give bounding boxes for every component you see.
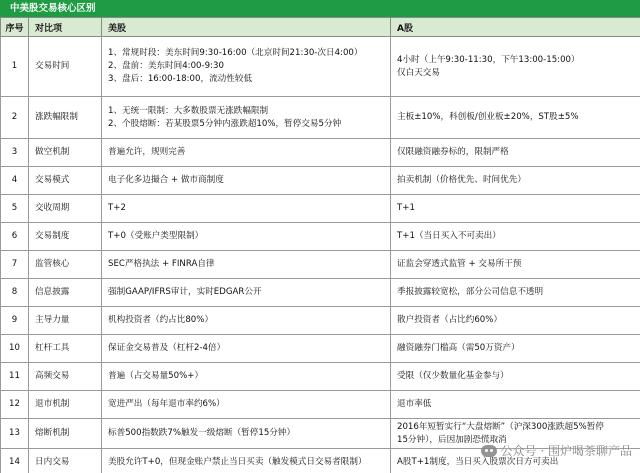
comparison-item: 交易制度 [29, 223, 102, 251]
us-market-cell [102, 307, 391, 335]
table-row [1, 307, 640, 335]
cell-line: 融资融券门槛高（需50万资产） [397, 343, 520, 353]
cell-line: 普遍（占交易量50%+） [108, 371, 204, 381]
row-number: 11 [1, 363, 29, 391]
table-row [1, 223, 640, 251]
row-number: 12 [1, 391, 29, 419]
cell-line: 3、盘后：16:00-18:00，流动性较低 [108, 74, 253, 84]
table-row [1, 363, 640, 391]
row-number: 3 [1, 139, 29, 167]
us-market-cell [102, 37, 391, 97]
row-number: 6 [1, 223, 29, 251]
a-share-cell [391, 391, 640, 419]
table-row [1, 335, 640, 363]
cell-line: A股T+1制度，当日买入股票次日方可卖出 [397, 456, 559, 467]
a-share-cell [391, 37, 640, 97]
comparison-item: 做空机制 [29, 139, 102, 167]
comparison-item: 日内交易 [29, 449, 102, 473]
table-row [1, 139, 640, 167]
row-number: 8 [1, 279, 29, 307]
cell-line: SEC严格执法 + FINRA自律 [108, 259, 215, 269]
us-market-cell [102, 419, 391, 449]
comparison-item: 交易模式 [29, 167, 102, 195]
us-market-cell [102, 391, 391, 419]
cell-line: 15分钟），后因加剧恐慌取消 [397, 434, 507, 445]
cell-line: 主板±10%，科创板/创业板±20%，ST股±5% [397, 112, 579, 122]
a-share-cell [391, 307, 640, 335]
header-a: A股 [391, 18, 640, 37]
comparison-item: 主导力量 [29, 307, 102, 335]
table-row [1, 195, 640, 223]
us-market-cell [102, 195, 391, 223]
cell-line: 退市率低 [397, 399, 432, 409]
cell-line: 2、盘前：美东时间4:00-9:30 [108, 61, 224, 71]
cell-line: 受限（仅少数量化基金参与） [397, 371, 509, 381]
comparison-item: 涨跌幅限制 [29, 97, 102, 139]
a-share-cell [391, 195, 640, 223]
us-market-cell [102, 167, 391, 195]
table-row [1, 97, 640, 139]
row-number: 2 [1, 97, 29, 139]
wechat-icon [481, 445, 497, 457]
cell-line: 季报披露较宽松，部分公司信息不透明 [397, 287, 544, 297]
row-number: 9 [1, 307, 29, 335]
cell-line: 普遍允许，规则完善 [108, 147, 186, 157]
cell-line: 标普500指数跌7%触发一级熔断（暂停15分钟） [108, 428, 296, 438]
a-share-cell [391, 363, 640, 391]
comparison-item: 交易时间 [29, 37, 102, 97]
comparison-table [0, 17, 640, 473]
row-number: 13 [1, 419, 29, 449]
row-number: 14 [1, 449, 29, 473]
cell-line: 4小时（上午9:30-11:30，下午13:00-15:00） [397, 54, 580, 65]
cell-line: 机构投资者（约占比80%） [108, 315, 214, 325]
us-market-cell [102, 279, 391, 307]
cell-line: 强制GAAP/IFRS审计，实时EDGAR公开 [108, 287, 262, 297]
a-share-cell [391, 251, 640, 279]
header-item: 对比项 [29, 18, 102, 37]
cell-line: 仅限融资融券标的，限制严格 [397, 147, 509, 157]
us-market-cell [102, 449, 391, 473]
a-share-cell [391, 167, 640, 195]
comparison-item: 退市机制 [29, 391, 102, 419]
header-us: 美股 [102, 18, 391, 37]
table-row [1, 251, 640, 279]
cell-line: 电子化多边撮合 + 做市商制度 [108, 175, 224, 185]
comparison-item: 监管核心 [29, 251, 102, 279]
us-market-cell [102, 97, 391, 139]
a-share-cell [391, 97, 640, 139]
us-market-cell [102, 223, 391, 251]
header-no: 序号 [1, 18, 29, 37]
table-row [1, 279, 640, 307]
comparison-item: 熔断机制 [29, 419, 102, 449]
row-number: 10 [1, 335, 29, 363]
cell-line: T+2 [108, 203, 126, 213]
cell-line: 1、无统一限制：大多数股票无涨跌幅限制 [108, 105, 269, 116]
a-share-cell [391, 223, 640, 251]
watermark [481, 442, 632, 459]
cell-line: T+0（受账户类型限制） [108, 231, 204, 241]
cell-line: 2016年短暂实行“大盘熔断”（沪深300涨跌超5%暂停 [397, 421, 604, 432]
comparison-item: 高频交易 [29, 363, 102, 391]
us-market-cell [102, 363, 391, 391]
cell-line: 2、个股熔断：若某股票5分钟内涨跌超10%，暂停交易5分钟 [108, 118, 342, 129]
table-row [1, 37, 640, 97]
comparison-item: 信息披露 [29, 279, 102, 307]
watermark-text: 公众号 · 围炉喝茶聊产品 [500, 444, 632, 458]
table-title: 中美股交易核心区别 [0, 0, 640, 17]
a-share-cell [391, 279, 640, 307]
a-share-cell [391, 139, 640, 167]
cell-line: 美股允许T+0，但现金账户禁止当日买卖（触发模式日交易者限制） [108, 456, 367, 467]
cell-line: 宽进严出（每年退市率约6%） [108, 399, 225, 409]
cell-line: 拍卖机制（价格优先、时间优先） [397, 175, 526, 185]
cell-line: 1、常规时段：美东时间9:30-16:00（北京时间21:30-次日4:00） [108, 48, 363, 58]
table-row [1, 167, 640, 195]
comparison-item: 杠杆工具 [29, 335, 102, 363]
cell-line: 证监会穿透式监管 + 交易所干预 [397, 259, 522, 269]
cell-line: 保证金交易普及（杠杆2-4倍） [108, 343, 226, 353]
row-number: 7 [1, 251, 29, 279]
table-row [1, 391, 640, 419]
cell-line: 散户投资者（占比约60%） [397, 315, 503, 325]
us-market-cell [102, 335, 391, 363]
a-share-cell [391, 335, 640, 363]
cell-line: T+1（当日买入不可卖出） [397, 231, 501, 241]
row-number: 5 [1, 195, 29, 223]
row-number: 4 [1, 167, 29, 195]
us-market-cell [102, 139, 391, 167]
row-number: 1 [1, 37, 29, 97]
us-market-cell [102, 251, 391, 279]
comparison-item: 交收周期 [29, 195, 102, 223]
header-row [1, 18, 640, 37]
cell-line: 仅白天交易 [397, 67, 440, 78]
cell-line: T+1 [397, 203, 415, 213]
